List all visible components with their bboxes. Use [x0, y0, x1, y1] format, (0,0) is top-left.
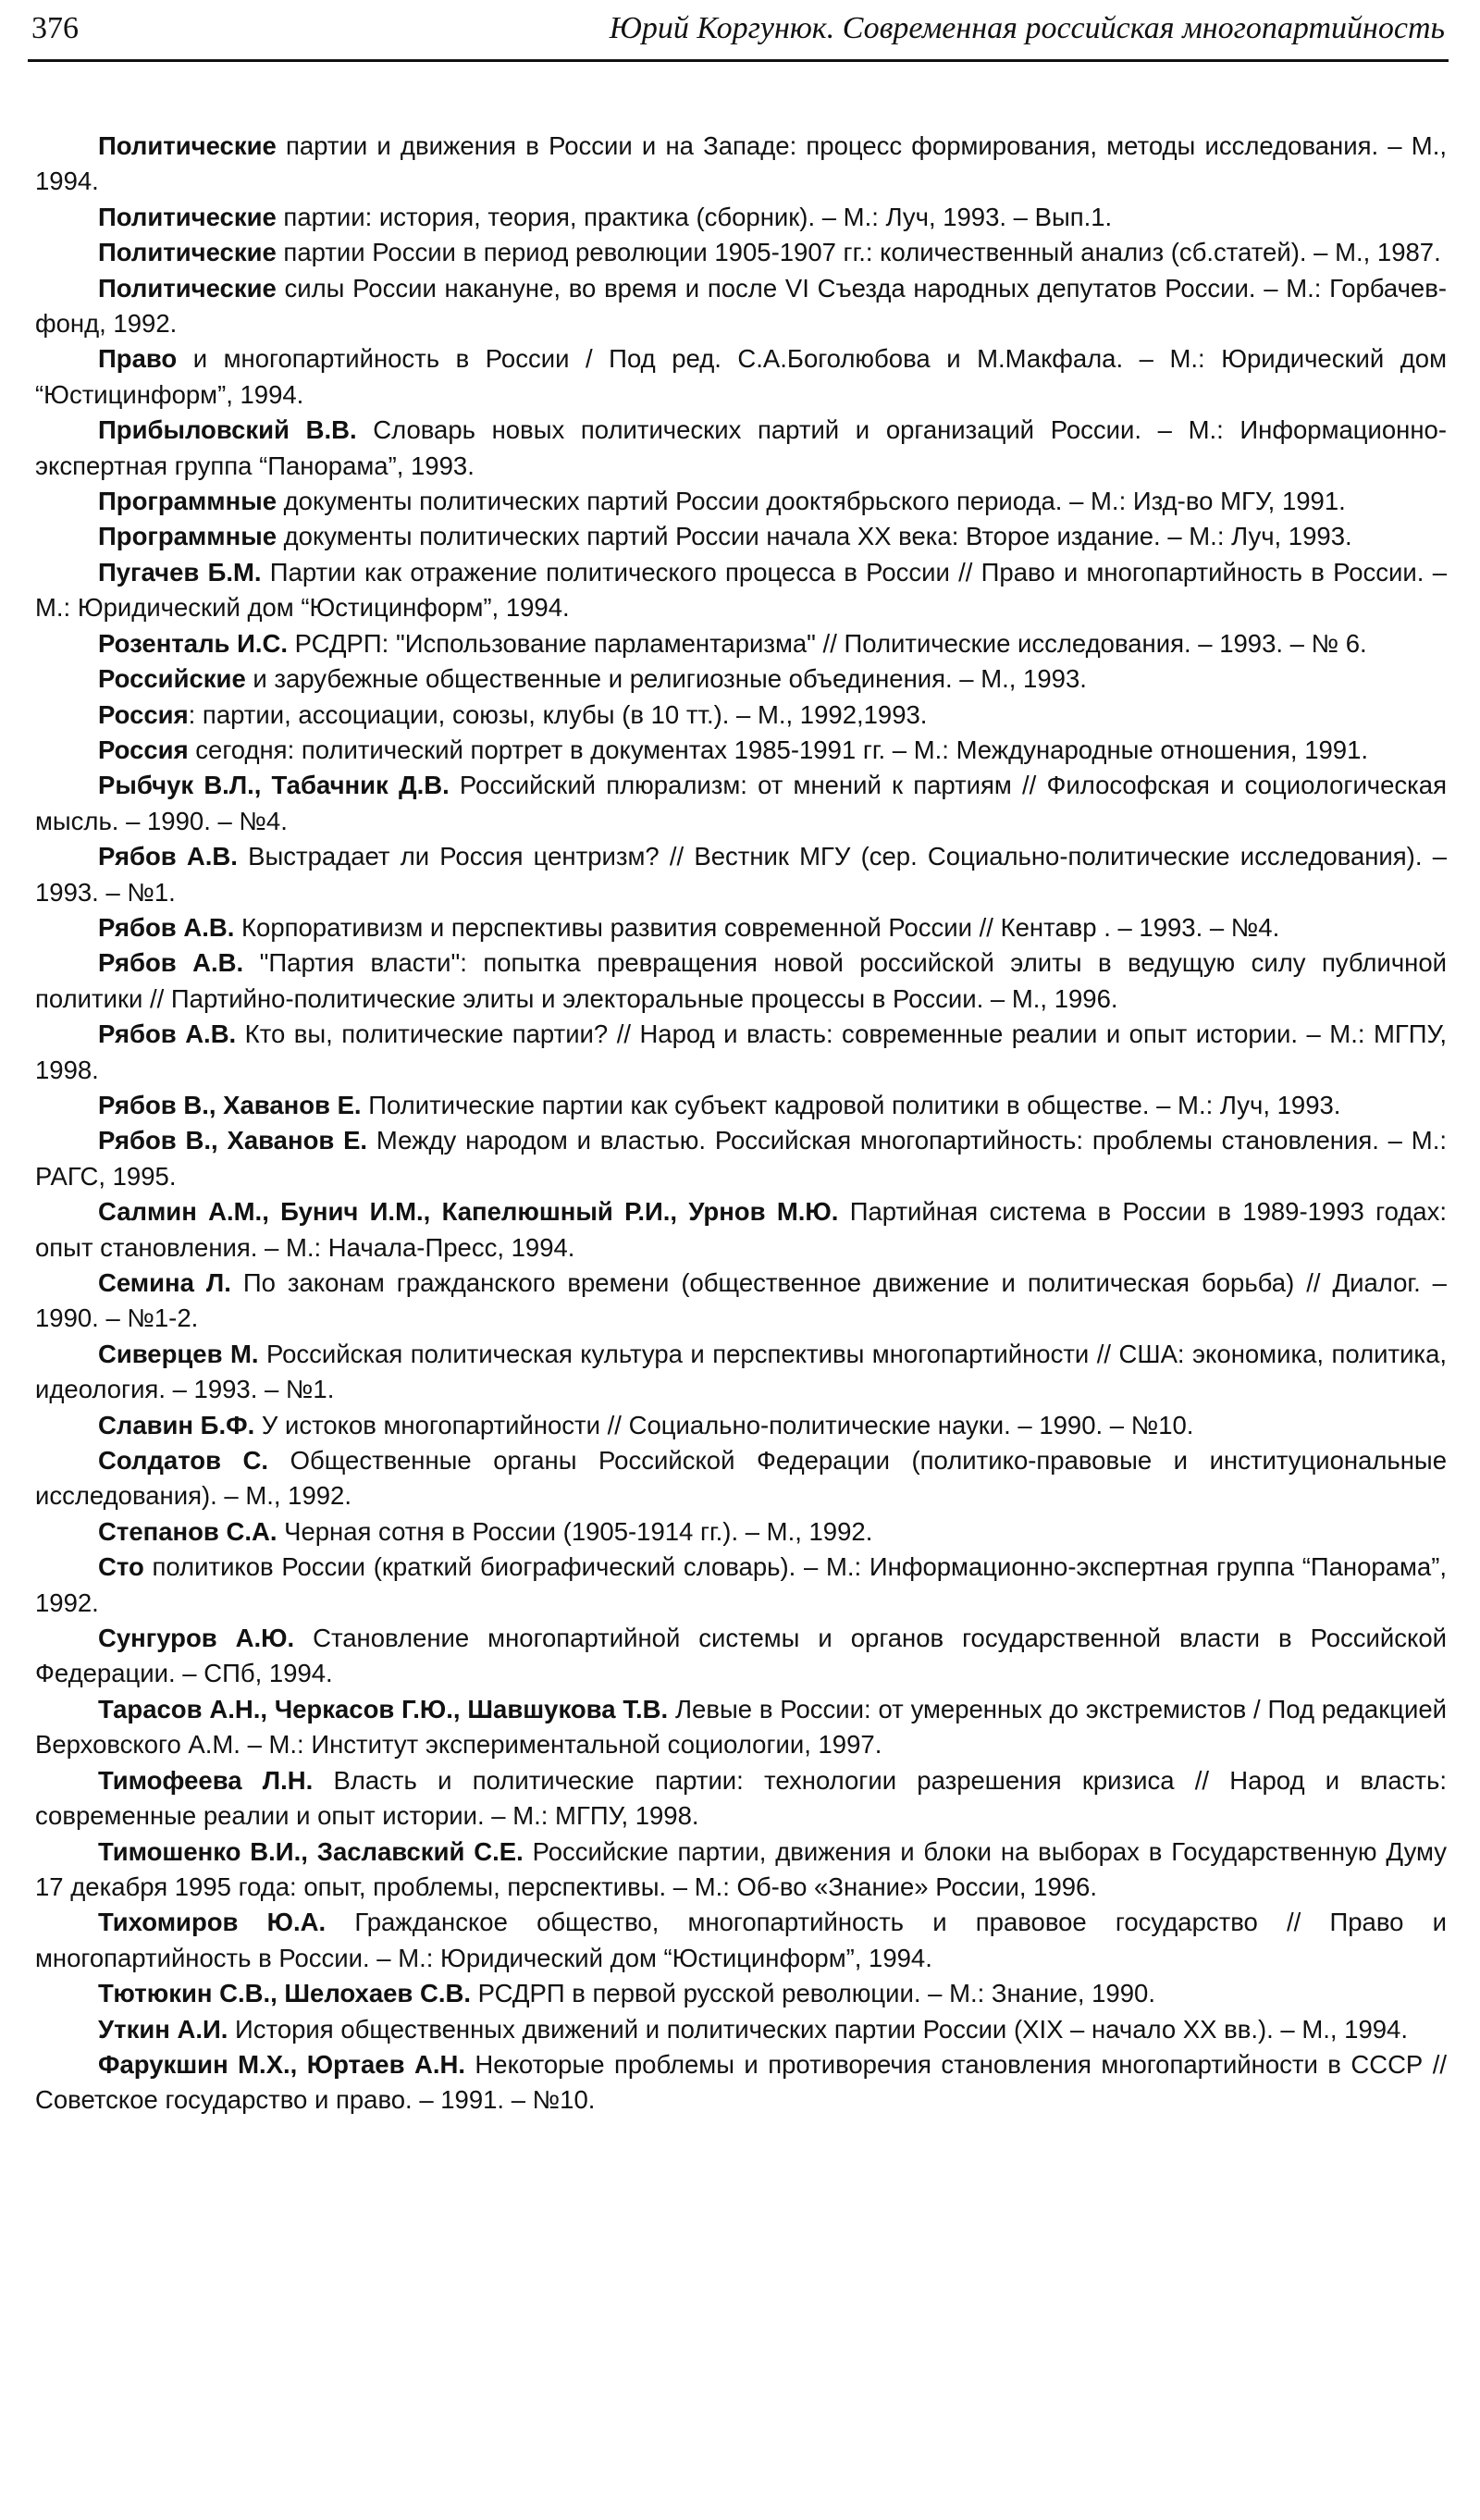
entry-text: партии и движения в России и на Западе: процесс формирования, методы исследования. – М., 1994. — [35, 131, 1447, 196]
entry-text: сегодня: политический портрет в документах 1985-1991 гг. – М.: Международные отношения, 1991. — [188, 735, 1369, 764]
entry-text: Гражданское общество, многопартийность и правовое государство // Право и многопартийность в России. – М.: Юридический дом “Юстицинформ”, 1994. — [35, 1908, 1447, 1972]
bibliography-entry — [35, 235, 1447, 270]
entry-text: документы политических партий России дооктябрьского периода. – М.: Изд-во МГУ, 1991. — [276, 487, 1346, 516]
entry-text: Партийная система в России в 1989-1993 годах: опыт становления. – М.: Начала-Пресс, 1994. — [35, 1197, 1447, 1262]
entry-text: Некоторые проблемы и противоречия становления многопартийности в СССР // Советское государство и право. – 1991. – №10. — [35, 2049, 1448, 2115]
entry-text: Российские партии, движения и блоки на выборах в Государственную Думу 17 декабря 1995 года: опыт, проблемы, перспективы. – М.: Об-во «Знание» России, 1996. — [35, 1836, 1447, 1901]
bibliography-entry — [35, 1194, 1447, 1266]
entry-author: Сиверцев М. — [98, 1339, 259, 1368]
entry-author: Рябов В., Хаванов Е. — [98, 1126, 368, 1155]
bibliography-entry — [35, 1123, 1447, 1194]
bibliography-entry — [35, 1088, 1447, 1123]
bibliography-list — [35, 129, 1447, 2119]
entry-author: Тимошенко В.И., Заславский С.Е. — [98, 1836, 524, 1866]
running-title: Юрий Коргунюк. Современная российская многопартийность — [609, 11, 1445, 45]
bibliography-entry — [35, 945, 1447, 1017]
entry-author: Программные — [98, 522, 277, 551]
bibliography-entry — [35, 1763, 1447, 1834]
entry-author: Тарасов А.Н., Черкасов Г.Ю., Шавшукова Т.В. — [98, 1694, 669, 1723]
bibliography-entry — [35, 698, 1447, 733]
bibliography-entry — [35, 1834, 1447, 1906]
bibliography-entry — [35, 1514, 1447, 1550]
entry-author: Прибыловский В.В. — [98, 415, 357, 445]
entry-text: Черная сотня в России (1905-1914 гг.). – М., 1992. — [277, 1516, 873, 1546]
entry-text: Политические партии как субъект кадровой политики в обществе. – М.: Луч, 1993. — [361, 1090, 1341, 1119]
entry-author: Розенталь И.С. — [98, 628, 288, 658]
bibliography-entry — [35, 839, 1447, 910]
entry-author: Степанов С.А. — [98, 1516, 278, 1546]
entry-author: Славин Б.Ф. — [98, 1410, 255, 1439]
entry-text: и зарубежные общественные и религиозные объединения. – М., 1993. — [245, 664, 1087, 694]
entry-author: Рябов А.В. — [98, 842, 238, 871]
bibliography-entry — [35, 2012, 1447, 2047]
bibliography-entry — [35, 1337, 1447, 1408]
bibliography-entry — [35, 555, 1447, 626]
bibliography-entry — [35, 1905, 1447, 1976]
bibliography-entry — [35, 341, 1447, 413]
bibliography-entry — [35, 271, 1447, 342]
entry-author: Программные — [98, 487, 277, 516]
bibliography-entry — [35, 1266, 1447, 1337]
bibliography-entry — [35, 1692, 1447, 1763]
entry-text: Власть и политические партии: технологии разрешения кризиса // Народ и власть: современные реалии и опыт истории. – М.: МГПУ, 1998. — [35, 1765, 1447, 1831]
entry-author: Тимофеева Л.Н. — [98, 1765, 314, 1795]
entry-author: Солдатов С. — [98, 1446, 269, 1476]
bibliography-entry — [35, 200, 1447, 235]
bibliography-entry — [35, 661, 1447, 697]
entry-text: "Партия власти": попытка превращения новой российской элиты в ведущую силу публичной политики // Партийно-политические элиты и электоральные процессы в России. – М., 1996. — [35, 948, 1447, 1013]
entry-author: Российские — [98, 664, 246, 694]
entry-author: Рыбчук В.Л., Табачник Д.В. — [98, 771, 450, 800]
entry-text: У истоков многопартийности // Социально-политические науки. – 1990. – №10. — [254, 1410, 1194, 1439]
entry-text: Общественные органы Российской Федерации (политико-правовые и институциональные исследования). – М., 1992. — [35, 1446, 1447, 1511]
entry-text: политиков России (краткий биографический словарь). – М.: Информационно-экспертная группа “Панорама”, 1992. — [35, 1552, 1447, 1617]
entry-author: Рябов В., Хаванов Е. — [98, 1090, 362, 1119]
entry-text: партии России в период революции 1905-1907 гг.: количественный анализ (сб.статей). – М., 1987. — [276, 238, 1441, 267]
entry-text: Российская политическая культура и перспективы многопартийности // США: экономика, политика, идеология. – 1993. – №1. — [35, 1339, 1447, 1404]
entry-author: Рябов А.В. — [98, 948, 244, 978]
bibliography-entry — [35, 1621, 1447, 1692]
entry-author: Политические — [98, 273, 277, 303]
entry-text: документы политических партий России начала XX века: Второе издание. – М.: Луч, 1993. — [276, 522, 1352, 551]
entry-author: Рябов А.В. — [98, 1019, 237, 1049]
entry-author: Тютюкин С.В., Шелохаев С.В. — [98, 1979, 471, 2008]
page-header — [28, 7, 1449, 62]
entry-author: Рябов А.В. — [98, 912, 235, 942]
entry-author: Политические — [98, 238, 277, 267]
entry-text: Левые в России: от умеренных до экстремистов / Под редакцией Верховского А.М. – М.: Институт экспериментальной социологии, 1997. — [35, 1694, 1447, 1760]
entry-author: Сунгуров А.Ю. — [98, 1624, 295, 1653]
entry-text: : партии, ассоциации, союзы, клубы (в 10 тт.). – М., 1992,1993. — [188, 699, 928, 729]
bibliography-entry — [35, 626, 1447, 661]
entry-author: Пугачев Б.М. — [98, 557, 262, 587]
entry-author: Сто — [98, 1552, 144, 1582]
entry-author: Фарукшин М.Х., Юртаев А.Н. — [98, 2049, 465, 2079]
entry-text: Кто вы, политические партии? // Народ и власть: современные реалии и опыт истории. – М.: МГПУ, 1998. — [35, 1019, 1447, 1084]
entry-text: По законам гражданского времени (общественное движение и политическая борьба) // Диалог. – 1990. – №1-2. — [35, 1268, 1447, 1333]
bibliography-entry — [35, 519, 1447, 554]
bibliography-entry — [35, 413, 1447, 484]
bibliography-entry — [35, 1017, 1447, 1088]
bibliography-entry — [35, 1976, 1447, 2011]
entry-author: Уткин А.И. — [98, 2014, 228, 2044]
entry-author: Политические — [98, 131, 277, 160]
entry-text: Российский плюрализм: от мнений к партиям // Философская и социологическая мысль. – 1990. – №4. — [35, 771, 1447, 835]
bibliography-entry — [35, 910, 1447, 945]
entry-text: РСДРП в первой русской революции. – М.: Знание, 1990. — [470, 1979, 1155, 2008]
entry-text: Партии как отражение политического процесса в России // Право и многопартийность в России. – М.: Юридический дом “Юстицинформ”, 1994. — [35, 557, 1447, 623]
entry-author: Право — [98, 344, 178, 374]
entry-text: силы России накануне, во время и после VI Съезда народных депутатов России. – М.: Горбачев-фонд, 1992. — [35, 273, 1447, 339]
entry-text: и многопартийность в России / Под ред. С.А.Боголюбова и М.Макфала. – М.: Юридический дом “Юстицинформ”, 1994. — [35, 344, 1447, 409]
entry-author: Салмин А.М., Бунич И.М., Капелюшный Р.И., Урнов М.Ю. — [98, 1197, 839, 1227]
entry-author: Семина Л. — [98, 1268, 231, 1297]
entry-text: Выстрадает ли Россия центризм? // Вестник МГУ (сер. Социально-политические исследования). – 1993. – №1. — [35, 842, 1447, 907]
bibliography-entry — [35, 1408, 1447, 1443]
entry-author: Тихомиров Ю.А. — [98, 1908, 327, 1937]
entry-text: Становление многопартийной системы и органов государственной власти в Российской Федерации. – СПб, 1994. — [35, 1624, 1447, 1688]
entry-author: Россия — [98, 735, 189, 764]
entry-text: партии: история, теория, практика (сборник). – М.: Луч, 1993. – Вып.1. — [276, 202, 1113, 231]
bibliography-entry — [35, 733, 1447, 768]
page-number: 376 — [31, 11, 79, 45]
entry-text: Корпоративизм и перспективы развития современной России // Кентавр . – 1993. – №4. — [234, 912, 1280, 942]
bibliography-entry — [35, 1550, 1447, 1621]
bibliography-entry — [35, 768, 1447, 839]
bibliography-entry — [35, 1443, 1447, 1514]
entry-text: Словарь новых политических партий и организаций России. – М.: Информационно-экспертная группа “Панорама”, 1993. — [35, 415, 1448, 480]
entry-text: РСДРП: "Использование парламентаризма" // Политические исследования. – 1993. – № 6. — [288, 628, 1367, 658]
bibliography-entry — [35, 129, 1447, 200]
entry-author: Политические — [98, 202, 277, 231]
entry-author: Россия — [98, 699, 189, 729]
bibliography-entry — [35, 484, 1447, 519]
entry-text: История общественных движений и политических партии России (XIX – начало XX вв.). – М., 1994. — [228, 2014, 1408, 2044]
entry-text: Между народом и властью. Российская многопартийность: проблемы становления. – М.: РАГС, 1995. — [35, 1126, 1447, 1191]
bibliography-entry — [35, 2047, 1447, 2119]
